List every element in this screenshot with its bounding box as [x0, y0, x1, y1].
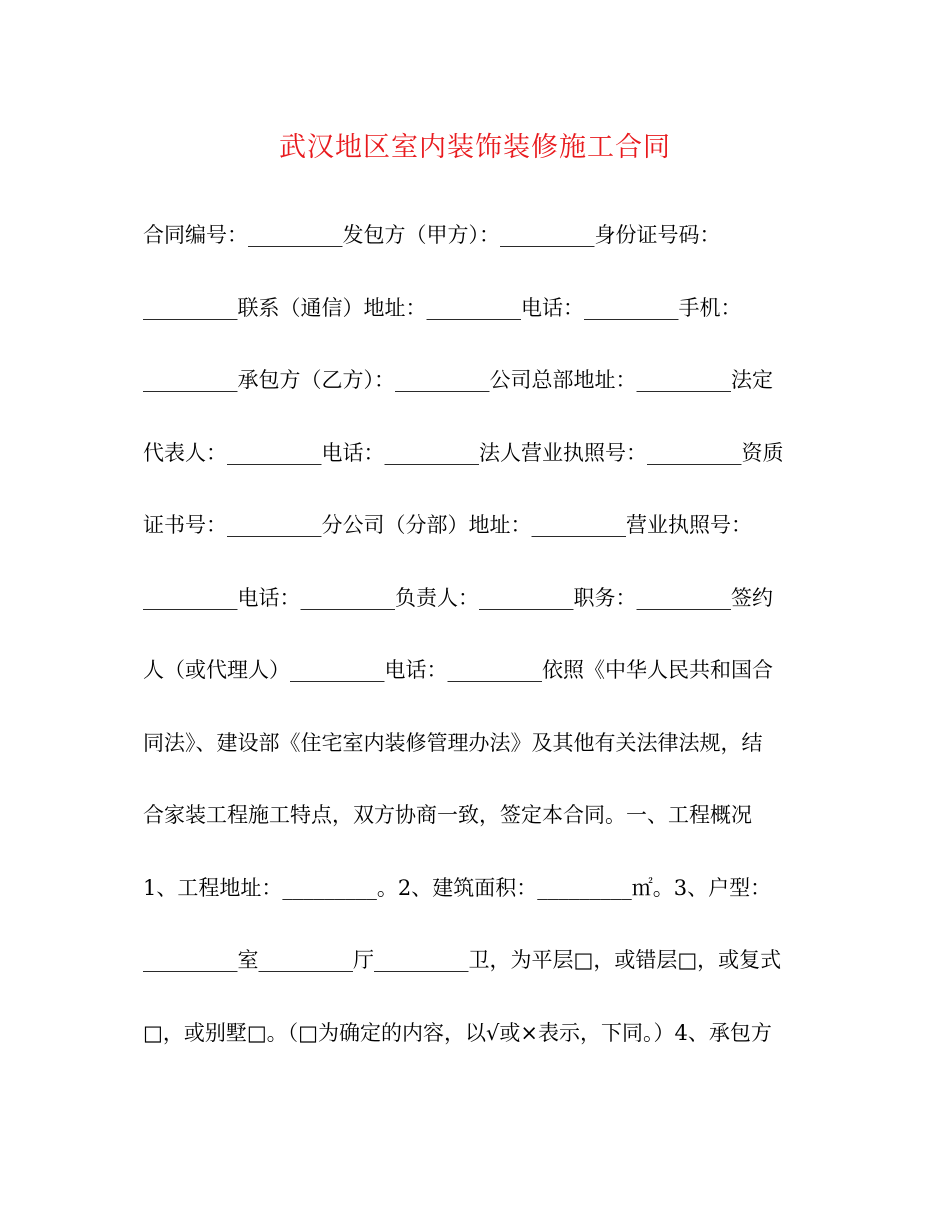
body-line: _________室_________厅_________卫，为平层□，或错层□，或复式 [143, 948, 782, 972]
body-line: _________承包方（乙方）：_________公司总部地址：_________法定 [143, 368, 773, 392]
body-line: _________联系（通信）地址：_________电话：_________手机： [143, 295, 742, 320]
body-line: 同法》、建设部《住宅室内装修管理办法》及其他有关法律法规，结 [143, 730, 763, 755]
body-line: 人（或代理人）_________电话：_________依照《中华人民共和国合 [143, 658, 773, 682]
body-line: _________电话：_________负责人：_________职务：_________签约 [143, 585, 773, 610]
document-title: 武汉地区室内装饰装修施工合同 [279, 132, 671, 163]
body-line: 代表人：_________电话：_________法人营业执照号：_________资质 [143, 440, 784, 465]
document-body [143, 215, 809, 1085]
body-line: 合同编号：_________发包方（甲方）：_________身份证号码： [143, 223, 721, 247]
body-line: 1、工程地址：_________。2、建筑面积：_________㎡。3、户型： [143, 875, 772, 900]
body-line: 证书号：_________分公司（分部）地址：_________营业执照号： [143, 513, 752, 537]
body-line: 合家装工程施工特点，双方协商一致，签定本合同。一、工程概况 [143, 803, 752, 827]
body-line: □，或别墅□。（□为确定的内容，以√或×表示，下同。）4、承包方 [143, 1020, 772, 1045]
